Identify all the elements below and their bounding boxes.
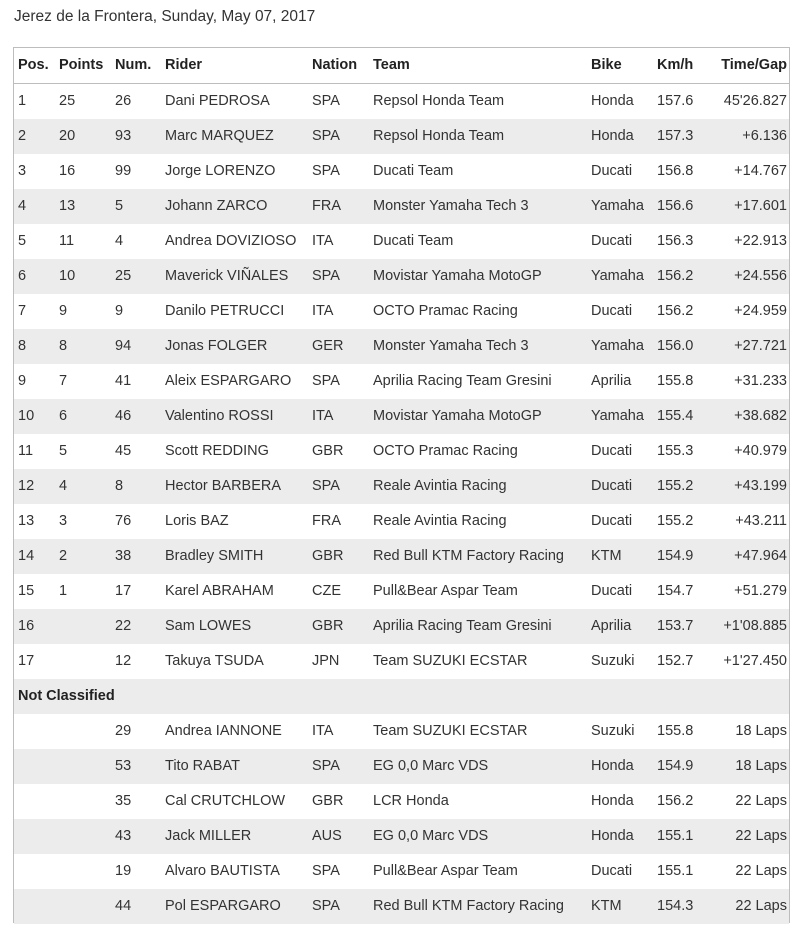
cell-pos: 5 (18, 233, 27, 249)
cell-nation: SPA (312, 898, 340, 914)
table-row (14, 714, 789, 749)
cell-points: 4 (59, 478, 68, 494)
cell-rider: Alvaro BAUTISTA (165, 863, 280, 879)
cell-time-gap: +24.959 (734, 303, 787, 319)
cell-bike: KTM (591, 898, 622, 914)
cell-time-gap: +43.211 (735, 513, 787, 529)
cell-nation: SPA (312, 863, 340, 879)
cell-rider: Scott REDDING (165, 443, 269, 459)
cell-team: Team SUZUKI ECSTAR (373, 723, 528, 739)
cell-num: 22 (115, 618, 132, 634)
cell-points: 5 (59, 443, 68, 459)
cell-nation: GBR (312, 548, 344, 564)
cell-rider: Aleix ESPARGARO (165, 373, 292, 389)
cell-nation: SPA (312, 93, 340, 109)
cell-team: OCTO Pramac Racing (373, 443, 518, 459)
cell-kmh: 157.3 (657, 128, 694, 144)
cell-team: Pull&Bear Aspar Team (373, 863, 518, 879)
cell-nation: SPA (312, 128, 340, 144)
table-header-row (14, 48, 789, 84)
cell-pos: 4 (18, 198, 27, 214)
cell-team: EG 0,0 Marc VDS (373, 758, 489, 774)
table-row (14, 154, 789, 189)
cell-rider: Sam LOWES (165, 618, 252, 634)
table-row (14, 469, 789, 504)
cell-rider: Pol ESPARGARO (165, 898, 281, 914)
cell-bike: Yamaha (591, 268, 644, 284)
cell-rider: Andrea IANNONE (165, 723, 282, 739)
cell-bike: Ducati (591, 863, 633, 879)
cell-bike: Yamaha (591, 198, 644, 214)
table-row (14, 84, 789, 119)
cell-time-gap: 45'26.827 (723, 93, 787, 109)
table-row (14, 749, 789, 784)
cell-time-gap: 18 Laps (735, 723, 787, 739)
cell-time-gap: +17.601 (734, 198, 787, 214)
cell-kmh: 156.2 (657, 793, 694, 809)
cell-team: Reale Avintia Racing (373, 478, 507, 494)
table-row (14, 364, 789, 399)
cell-team: Aprilia Racing Team Gresini (373, 373, 552, 389)
results-table (13, 47, 790, 923)
cell-num: 76 (115, 513, 132, 529)
cell-rider: Valentino ROSSI (165, 408, 274, 424)
cell-kmh: 152.7 (657, 653, 694, 669)
cell-nation: SPA (312, 373, 340, 389)
cell-time-gap: +22.913 (734, 233, 787, 249)
cell-bike: Ducati (591, 478, 633, 494)
cell-bike: Yamaha (591, 338, 644, 354)
cell-num: 26 (115, 93, 132, 109)
cell-team: EG 0,0 Marc VDS (373, 828, 489, 844)
cell-rider: Johann ZARCO (165, 198, 268, 214)
cell-team: Red Bull KTM Factory Racing (373, 548, 564, 564)
cell-kmh: 155.2 (657, 513, 694, 529)
cell-bike: KTM (591, 548, 622, 564)
cell-rider: Jorge LORENZO (165, 163, 276, 179)
cell-bike: Honda (591, 128, 634, 144)
cell-time-gap: +38.682 (734, 408, 787, 424)
table-row (14, 189, 789, 224)
cell-nation: SPA (312, 268, 340, 284)
cell-kmh: 156.2 (657, 268, 694, 284)
race-caption: Jerez de la Frontera, Sunday, May 07, 2017 (14, 8, 316, 25)
cell-pos: 13 (18, 513, 35, 529)
cell-num: 4 (115, 233, 124, 249)
table-row (14, 119, 789, 154)
cell-num: 45 (115, 443, 132, 459)
cell-rider: Dani PEDROSA (165, 93, 270, 109)
cell-time-gap: 22 Laps (735, 898, 787, 914)
cell-pos: 7 (18, 303, 27, 319)
cell-num: 53 (115, 758, 132, 774)
cell-kmh: 157.6 (657, 93, 694, 109)
cell-team: OCTO Pramac Racing (373, 303, 518, 319)
cell-points: 3 (59, 513, 68, 529)
not-classified-section-row (14, 679, 789, 714)
table-row (14, 434, 789, 469)
cell-rider: Danilo PETRUCCI (165, 303, 285, 319)
cell-bike: Ducati (591, 303, 633, 319)
cell-pos: 8 (18, 338, 27, 354)
table-row (14, 889, 789, 924)
cell-team: Repsol Honda Team (373, 128, 505, 144)
cell-nation: SPA (312, 478, 340, 494)
cell-points: 16 (59, 163, 76, 179)
cell-rider: Jonas FOLGER (165, 338, 268, 354)
cell-pos: 2 (18, 128, 27, 144)
cell-team: Movistar Yamaha MotoGP (373, 408, 542, 424)
cell-pos: 9 (18, 373, 27, 389)
table-row (14, 504, 789, 539)
cell-time-gap: +6.136 (742, 128, 787, 144)
cell-pos: 12 (18, 478, 35, 494)
cell-nation: FRA (312, 513, 341, 529)
cell-kmh: 155.4 (657, 408, 694, 424)
cell-num: 46 (115, 408, 132, 424)
table-row (14, 224, 789, 259)
cell-points: 9 (59, 303, 68, 319)
cell-nation: AUS (312, 828, 342, 844)
cell-bike: Honda (591, 793, 634, 809)
header-rider: Rider (165, 57, 203, 73)
header-team: Team (373, 57, 410, 73)
cell-rider: Andrea DOVIZIOSO (165, 233, 297, 249)
cell-team: LCR Honda (373, 793, 449, 809)
cell-nation: ITA (312, 723, 334, 739)
cell-kmh: 155.1 (657, 863, 694, 879)
cell-points: 20 (59, 128, 76, 144)
header-num: Num. (115, 57, 152, 73)
cell-nation: SPA (312, 758, 340, 774)
cell-num: 93 (115, 128, 132, 144)
table-row (14, 819, 789, 854)
cell-kmh: 154.9 (657, 548, 694, 564)
cell-bike: Ducati (591, 443, 633, 459)
table-row (14, 399, 789, 434)
cell-time-gap: +14.767 (734, 163, 787, 179)
cell-bike: Ducati (591, 163, 633, 179)
cell-num: 9 (115, 303, 124, 319)
cell-time-gap: 22 Laps (735, 863, 787, 879)
cell-rider: Hector BARBERA (165, 478, 282, 494)
cell-time-gap: +24.556 (734, 268, 787, 284)
cell-bike: Honda (591, 828, 634, 844)
cell-kmh: 156.0 (657, 338, 694, 354)
cell-points: 7 (59, 373, 68, 389)
cell-nation: ITA (312, 303, 334, 319)
cell-time-gap: +43.199 (734, 478, 787, 494)
cell-num: 25 (115, 268, 132, 284)
cell-time-gap: 18 Laps (735, 758, 787, 774)
table-row (14, 259, 789, 294)
cell-pos: 17 (18, 653, 35, 669)
not-classified-label: Not Classified (18, 688, 115, 704)
cell-pos: 1 (18, 93, 27, 109)
cell-nation: GBR (312, 443, 344, 459)
cell-kmh: 154.7 (657, 583, 694, 599)
header-pos: Pos. (18, 57, 49, 73)
cell-num: 12 (115, 653, 132, 669)
cell-num: 17 (115, 583, 132, 599)
cell-pos: 6 (18, 268, 27, 284)
cell-bike: Yamaha (591, 408, 644, 424)
cell-time-gap: +40.979 (734, 443, 787, 459)
cell-team: Team SUZUKI ECSTAR (373, 653, 528, 669)
cell-team: Pull&Bear Aspar Team (373, 583, 518, 599)
cell-num: 5 (115, 198, 124, 214)
cell-kmh: 156.2 (657, 303, 694, 319)
cell-rider: Cal CRUTCHLOW (165, 793, 286, 809)
cell-team: Ducati Team (373, 233, 454, 249)
cell-bike: Ducati (591, 233, 633, 249)
cell-rider: Loris BAZ (165, 513, 229, 529)
cell-bike: Ducati (591, 583, 633, 599)
cell-bike: Honda (591, 93, 634, 109)
cell-pos: 16 (18, 618, 35, 634)
cell-bike: Suzuki (591, 723, 635, 739)
header-time-gap: Time/Gap (721, 57, 787, 73)
cell-num: 94 (115, 338, 132, 354)
cell-nation: GBR (312, 793, 344, 809)
cell-kmh: 154.9 (657, 758, 694, 774)
cell-pos: 15 (18, 583, 35, 599)
cell-points: 11 (59, 233, 75, 249)
cell-team: Movistar Yamaha MotoGP (373, 268, 542, 284)
cell-num: 41 (115, 373, 132, 389)
cell-kmh: 155.3 (657, 443, 694, 459)
cell-bike: Ducati (591, 513, 633, 529)
cell-pos: 10 (18, 408, 35, 424)
cell-time-gap: +27.721 (734, 338, 787, 354)
cell-rider: Takuya TSUDA (165, 653, 264, 669)
cell-pos: 3 (18, 163, 27, 179)
cell-kmh: 155.8 (657, 723, 694, 739)
table-row (14, 294, 789, 329)
cell-time-gap: 22 Laps (735, 828, 787, 844)
cell-nation: ITA (312, 233, 334, 249)
cell-rider: Jack MILLER (165, 828, 252, 844)
cell-rider: Maverick VIÑALES (165, 268, 289, 284)
cell-points: 6 (59, 408, 68, 424)
cell-rider: Karel ABRAHAM (165, 583, 274, 599)
cell-bike: Aprilia (591, 618, 632, 634)
cell-kmh: 155.2 (657, 478, 694, 494)
cell-team: Aprilia Racing Team Gresini (373, 618, 552, 634)
cell-points: 2 (59, 548, 68, 564)
cell-team: Reale Avintia Racing (373, 513, 507, 529)
cell-team: Ducati Team (373, 163, 454, 179)
table-row (14, 609, 789, 644)
cell-time-gap: +47.964 (734, 548, 787, 564)
header-bike: Bike (591, 57, 622, 73)
cell-time-gap: +31.233 (734, 373, 787, 389)
cell-points: 25 (59, 93, 76, 109)
cell-nation: ITA (312, 408, 334, 424)
header-points: Points (59, 57, 104, 73)
cell-points: 10 (59, 268, 76, 284)
table-row (14, 574, 789, 609)
cell-kmh: 155.8 (657, 373, 694, 389)
cell-num: 29 (115, 723, 132, 739)
table-row (14, 784, 789, 819)
cell-num: 43 (115, 828, 132, 844)
cell-time-gap: +51.279 (734, 583, 787, 599)
table-row (14, 539, 789, 574)
cell-kmh: 155.1 (657, 828, 694, 844)
cell-time-gap: 22 Laps (735, 793, 787, 809)
cell-time-gap: +1'08.885 (723, 618, 787, 634)
cell-team: Repsol Honda Team (373, 93, 505, 109)
cell-nation: SPA (312, 163, 340, 179)
cell-rider: Marc MARQUEZ (165, 128, 274, 144)
cell-nation: GBR (312, 618, 344, 634)
cell-num: 8 (115, 478, 124, 494)
cell-kmh: 154.3 (657, 898, 694, 914)
cell-nation: GER (312, 338, 344, 354)
cell-team: Monster Yamaha Tech 3 (373, 198, 529, 214)
table-row (14, 329, 789, 364)
cell-points: 13 (59, 198, 76, 214)
cell-bike: Suzuki (591, 653, 635, 669)
cell-nation: FRA (312, 198, 341, 214)
cell-num: 38 (115, 548, 132, 564)
cell-pos: 11 (18, 443, 34, 459)
cell-points: 8 (59, 338, 68, 354)
cell-bike: Aprilia (591, 373, 632, 389)
cell-kmh: 156.3 (657, 233, 694, 249)
cell-kmh: 156.8 (657, 163, 694, 179)
header-nation: Nation (312, 57, 358, 73)
cell-rider: Bradley SMITH (165, 548, 264, 564)
cell-nation: CZE (312, 583, 341, 599)
cell-kmh: 156.6 (657, 198, 694, 214)
table-row (14, 854, 789, 889)
cell-team: Red Bull KTM Factory Racing (373, 898, 564, 914)
header-kmh: Km/h (657, 57, 694, 73)
cell-pos: 14 (18, 548, 35, 564)
cell-points: 1 (59, 583, 68, 599)
table-row (14, 644, 789, 679)
cell-kmh: 153.7 (657, 618, 694, 634)
cell-num: 35 (115, 793, 132, 809)
cell-rider: Tito RABAT (165, 758, 240, 774)
cell-nation: JPN (312, 653, 340, 669)
cell-num: 44 (115, 898, 132, 914)
cell-team: Monster Yamaha Tech 3 (373, 338, 529, 354)
cell-time-gap: +1'27.450 (723, 653, 787, 669)
cell-bike: Honda (591, 758, 634, 774)
cell-num: 19 (115, 863, 132, 879)
cell-num: 99 (115, 163, 132, 179)
